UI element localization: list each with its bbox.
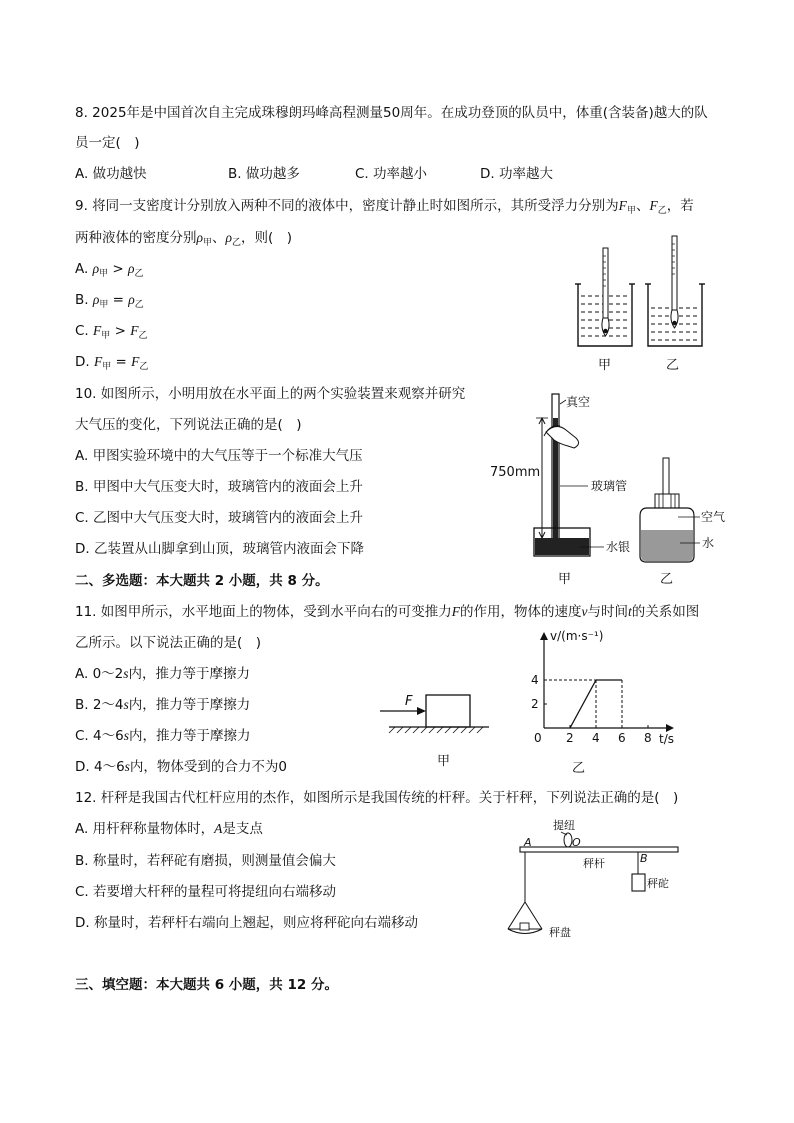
- q12-stem-line1: 12. 杆秤是我国古代杠杆应用的杰作，如图所示是我国传统的杆秤。关于杆秤，下列说法正确的是( ): [75, 790, 679, 806]
- q9-option-b: B. $\rho_甲 = \rho_乙$: [75, 292, 144, 310]
- q9-option-d: D. $F_甲 = F_乙$: [75, 354, 149, 372]
- x-tick-label: 4: [592, 731, 600, 745]
- q8-option-d: D. 功率越大: [480, 166, 553, 182]
- y-axis-label: v/(m·s⁻¹): [550, 629, 604, 643]
- q8-option-c: C. 功率越小: [355, 166, 428, 182]
- q8-stem-line2: 员一定( ): [75, 135, 140, 151]
- beaker-yi: [645, 236, 705, 346]
- bottle-barometer: [640, 458, 700, 562]
- q11-vt-chart: [520, 622, 690, 778]
- block: [426, 695, 470, 727]
- q12-option-c: C. 若要增大杆秤的量程可将提纽向右端移动: [75, 884, 337, 900]
- q10-fig-label-jia: 甲: [558, 572, 572, 587]
- section-3-heading: 三、填空题：本大题共 6 小题，共 12 分。: [75, 977, 338, 993]
- series-segment: [570, 680, 596, 728]
- x-tick-label: 2: [566, 731, 574, 745]
- q11-block-figure: [375, 685, 495, 770]
- q10-label-mercury: 水银: [606, 540, 631, 554]
- q10-label-height: 750mm: [490, 465, 541, 480]
- q10-label-air: 空气: [701, 510, 726, 524]
- x-axis-arrow: [666, 724, 674, 732]
- q8-option-b: B. 做功越多: [228, 166, 300, 182]
- q9-fig-label-jia: 甲: [598, 358, 612, 373]
- q11-option-a: A. 0～2s内，推力等于摩擦力: [75, 666, 251, 682]
- q10-option-b: B. 甲图中大气压变大时，玻璃管内的液面会上升: [75, 479, 363, 495]
- q9-hydrometer-figure: [570, 232, 720, 377]
- label-knob: 提纽: [553, 819, 575, 832]
- q8-stem-line1: 8. 2025年是中国首次自主完成珠穆朗玛峰高程测量50周年。在成功登顶的队员中，体重(含装备)越大的队: [75, 105, 708, 121]
- label-O: O: [572, 836, 581, 849]
- q11-stem-line1: 11. 如图甲所示，水平地面上的物体，受到水平向右的可变推力F的作用，物体的速度v与时间t的关系如图: [75, 604, 700, 620]
- q10-option-a: A. 甲图实验环境中的大气压等于一个标准大气压: [75, 448, 363, 464]
- q9-option-c: C. $F_甲 > F_乙$: [75, 323, 148, 341]
- section-2-heading: 二、多选题：本大题共 2 小题，共 8 分。: [75, 573, 329, 589]
- q12-option-a: A. 用杆秤称量物体时，A是支点: [75, 821, 263, 837]
- q10-fig-label-yi: 乙: [660, 572, 674, 587]
- y-axis-arrow: [540, 632, 548, 640]
- label-pan: 秤盘: [549, 926, 571, 939]
- x-tick-label: 6: [618, 731, 626, 745]
- force-label: F: [405, 694, 413, 709]
- q11-option-b: B. 2～4s内，推力等于摩擦力: [75, 697, 251, 713]
- x-axis-label: t/s: [659, 732, 674, 746]
- q9-stem-line2: 两种液体的密度分别$\rho_甲$、$\rho_乙$，则( ): [75, 230, 293, 248]
- q11-fig-label-jia: 甲: [437, 754, 451, 769]
- label-A: A: [524, 836, 532, 849]
- y-tick-label: 4: [531, 673, 539, 687]
- steelyard-rod: [520, 847, 678, 852]
- q9-fig-label-yi: 乙: [666, 358, 680, 373]
- q10-option-d: D. 乙装置从山脚拿到山顶，玻璃管内液面会下降: [75, 541, 364, 557]
- q10-option-c: C. 乙图中大气压变大时，玻璃管内的液面会上升: [75, 510, 364, 526]
- lifting-knob: [564, 833, 572, 847]
- label-weight: 秤砣: [647, 877, 669, 890]
- q10-label-vacuum: 真空: [566, 395, 591, 409]
- q11-option-d: D. 4～6s内，物体受到的合力不为0: [75, 759, 288, 775]
- label-rod: 秤杆: [583, 857, 605, 870]
- q9-option-a: A. $\rho_甲 > \rho_乙$: [75, 261, 144, 279]
- torricelli-apparatus: [534, 394, 604, 556]
- q10-label-water: 水: [702, 536, 715, 550]
- x-tick-label: 0: [534, 731, 542, 745]
- label-B: B: [640, 852, 648, 865]
- beaker-jia: [575, 248, 635, 346]
- q10-barometer-figure: [488, 390, 733, 590]
- q11-fig-label-yi: 乙: [572, 761, 586, 776]
- q9-stem-line1: 9. 将同一支密度计分别放入两种不同的液体中，密度计静止时如图所示，其所受浮力分别为$F_甲$、$F_乙$，若: [75, 198, 694, 216]
- x-tick-label: 8: [644, 731, 652, 745]
- q12-option-d: D. 称量时，若秤杆右端向上翘起，则应将秤砣向右端移动: [75, 915, 418, 931]
- q11-option-c: C. 4～6s内，推力等于摩擦力: [75, 728, 251, 744]
- q12-option-b: B. 称量时，若秤砣有磨损，则测量值会偏大: [75, 853, 336, 869]
- q10-stem-line2: 大气压的变化，下列说法正确的是( ): [75, 417, 302, 433]
- counterweight: [632, 874, 645, 891]
- q12-steelyard-figure: [505, 812, 685, 942]
- q11-stem-line2: 乙所示。以下说法正确的是( ): [75, 635, 262, 651]
- q8-option-a: A. 做功越快: [75, 166, 147, 182]
- y-tick-label: 2: [531, 697, 539, 711]
- q10-stem-line1: 10. 如图所示，小明用放在水平面上的两个实验装置来观察并研究: [75, 386, 466, 402]
- q10-label-tube: 玻璃管: [591, 479, 628, 493]
